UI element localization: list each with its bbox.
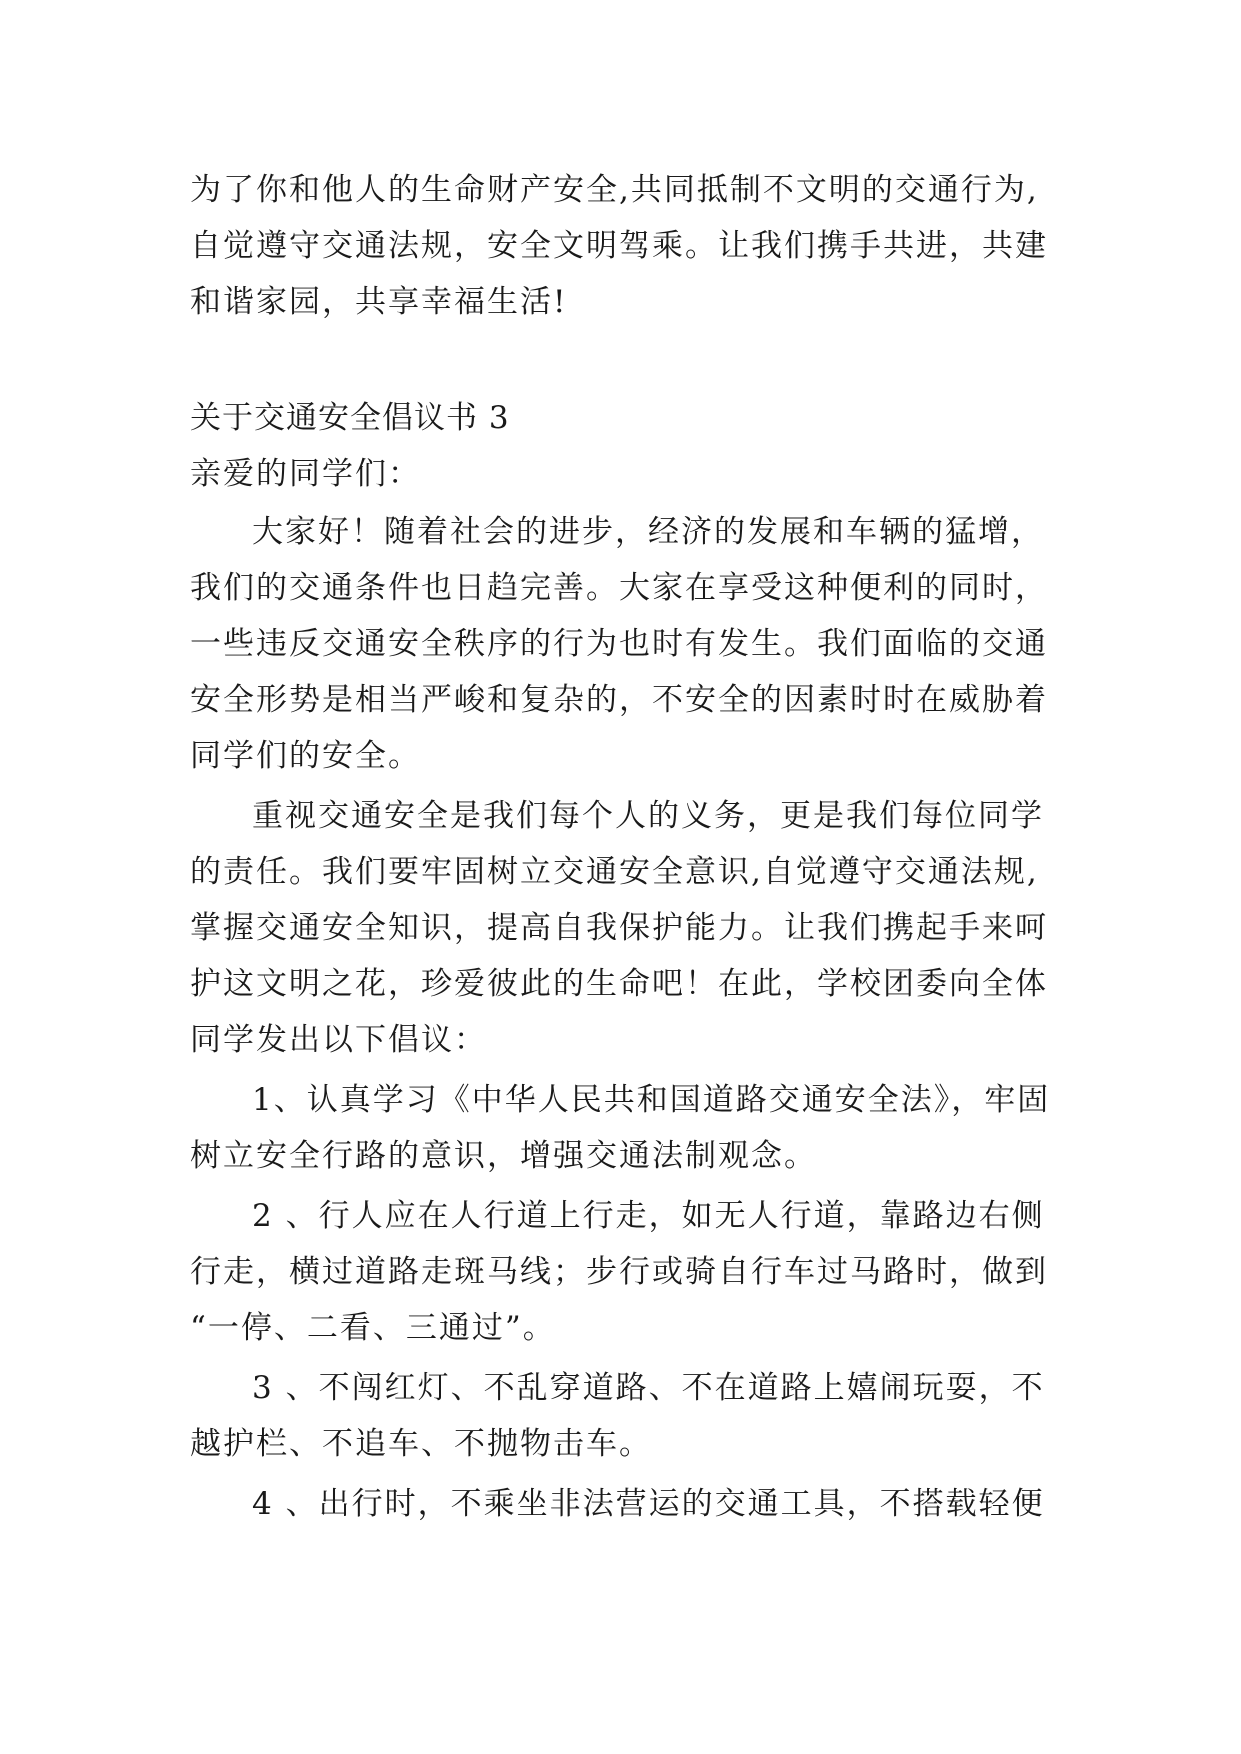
paragraph-line: 一些违反交通安全秩序的行为也时有发生。我们面临的交通 (190, 626, 1048, 662)
paragraph-line: 的责任。我们要牢固树立交通安全意识,自觉遵守交通法规, (190, 854, 1039, 890)
paragraph-line: 同学发出以下倡议： (190, 1022, 487, 1058)
paragraph-line: 同学们的安全。 (190, 738, 421, 774)
intro-line: 为了你和他人的生命财产安全,共同抵制不文明的交通行为, (190, 172, 1039, 208)
list-item-line: 3 、不闯红灯、不乱穿道路、不在道路上嬉闹玩耍，不 (252, 1370, 1045, 1406)
paragraph-line: 掌握交通安全知识，提高自我保护能力。让我们携起手来呵 (190, 910, 1048, 946)
paragraph-line: 安全形势是相当严峻和复杂的，不安全的因素时时在威胁着 (190, 682, 1048, 718)
list-item-line: 行走，横过道路走斑马线；步行或骑自行车过马路时，做到 (190, 1254, 1048, 1290)
greeting: 亲爱的同学们： (190, 456, 421, 492)
list-item-line: 1、认真学习《中华人民共和国道路交通安全法》，牢固 (252, 1082, 1051, 1118)
list-item-line: 树立安全行路的意识，增强交通法制观念。 (190, 1138, 817, 1174)
intro-line: 和谐家园，共享幸福生活! (190, 284, 568, 320)
list-item-line: 越护栏、不追车、不抛物击车。 (190, 1426, 652, 1462)
paragraph-line: 我们的交通条件也日趋完善。大家在享受这种便利的同时， (190, 570, 1048, 606)
list-item-line: “一停、二看、三通过”。 (190, 1310, 556, 1346)
intro-line: 自觉遵守交通法规，安全文明驾乘。让我们携手共进，共建 (190, 228, 1048, 264)
list-item-line: 4 、出行时，不乘坐非法营运的交通工具，不搭载轻便 (252, 1486, 1045, 1522)
section-title: 关于交通安全倡议书 3 (190, 400, 510, 436)
paragraph-line: 重视交通安全是我们每个人的义务，更是我们每位同学 (252, 798, 1044, 834)
list-item-line: 2 、行人应在人行道上行走，如无人行道，靠路边右侧 (252, 1198, 1045, 1234)
paragraph-line: 护这文明之花，珍爱彼此的生命吧！在此，学校团委向全体 (190, 966, 1048, 1002)
paragraph-line: 大家好！随着社会的进步，经济的发展和车辆的猛增， (252, 514, 1044, 550)
